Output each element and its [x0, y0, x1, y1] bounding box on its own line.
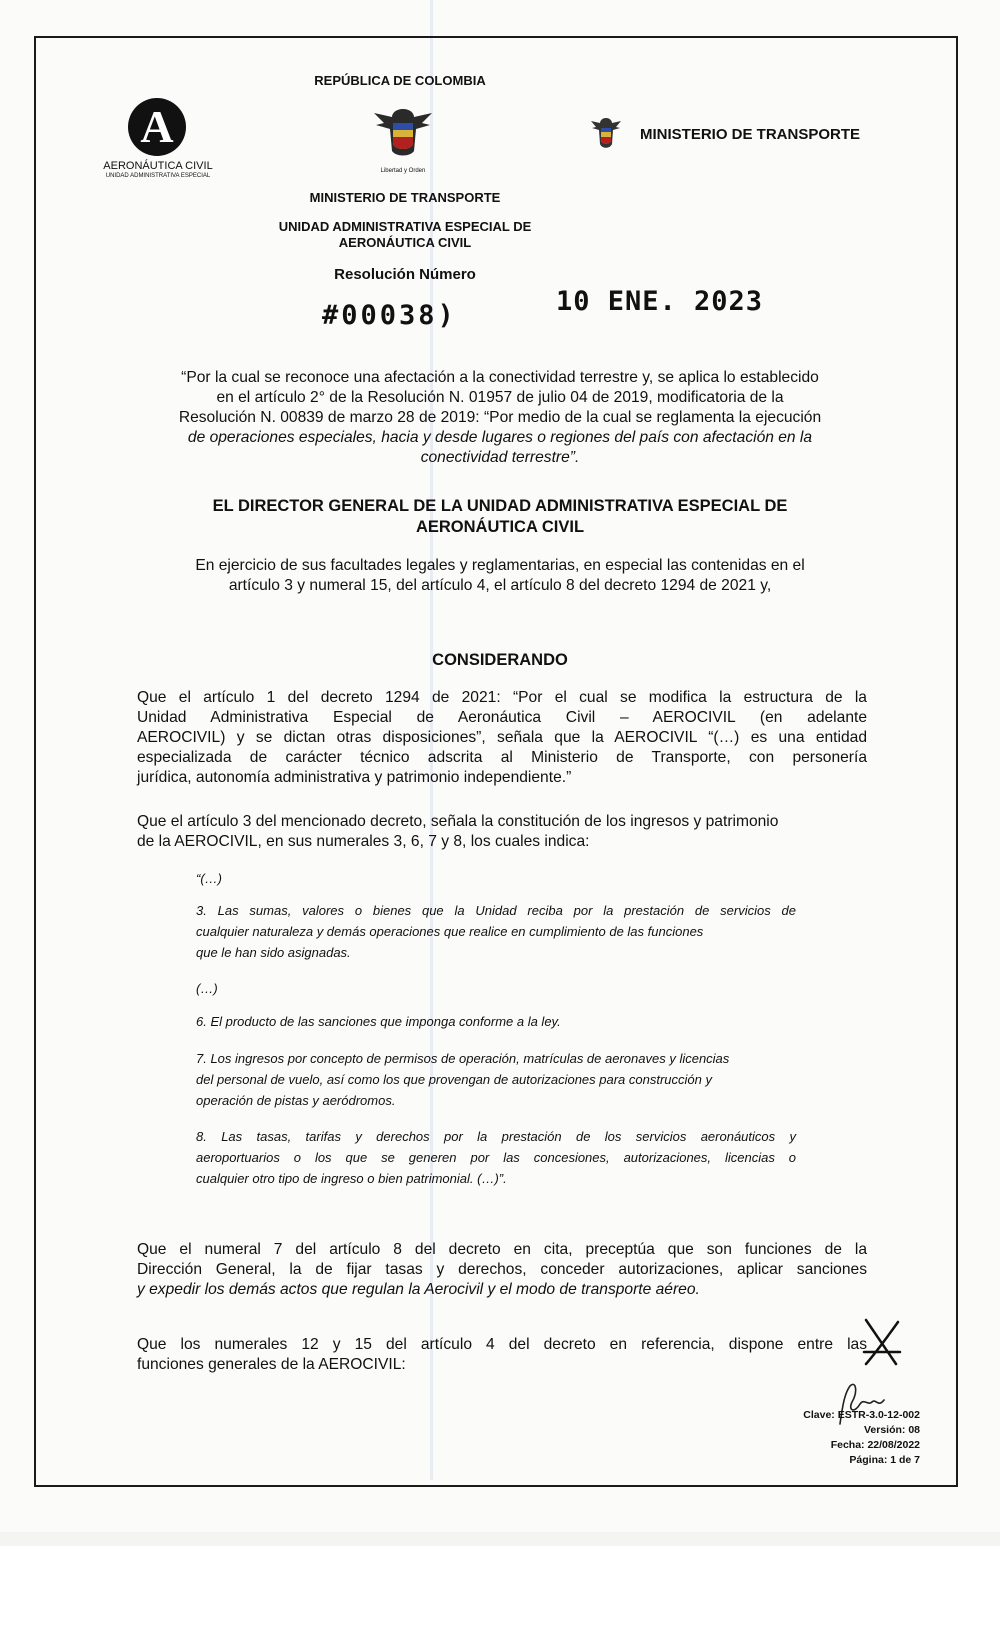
- paragraph-line: Que el artículo 3 del mencionado decreto, señala la constitución de los ingresos y patrimonio: [137, 813, 779, 830]
- faculties-paragraph: [130, 556, 870, 596]
- unit-heading-line2: AERONÁUTICA CIVIL: [338, 235, 472, 250]
- colombia-coat-of-arms: [370, 105, 436, 175]
- resolution-label: Resolución Número: [334, 266, 476, 283]
- intro-line: “Por la cual se reconoce una afectación a la conectividad terrestre y, se aplica lo establecido: [181, 369, 819, 386]
- paragraph-4: [137, 1335, 867, 1375]
- quote-line: 3. Las sumas, valores o bienes que la Unidad reciba por la prestación de servicios de: [196, 903, 796, 918]
- director-heading-line: EL DIRECTOR GENERAL DE LA UNIDAD ADMINISTRATIVA ESPECIAL DE: [212, 497, 788, 515]
- quote-line: cualquier naturaleza y demás operaciones que realice en cumplimiento de las funciones: [196, 924, 704, 939]
- republic-heading: REPÚBLICA DE COLOMBIA: [314, 73, 486, 88]
- document-footer: [720, 1408, 920, 1468]
- quote-item-7: [196, 1048, 796, 1111]
- ministry-heading: MINISTERIO DE TRANSPORTE: [309, 190, 501, 205]
- paragraph-line: Dirección General, la de fijar tasas y derechos, conceder autorizaciones, aplicar sanciones: [137, 1261, 867, 1278]
- faculties-line: artículo 3 y numeral 15, del artículo 4, el artículo 8 del decreto 1294 de 2021 y,: [228, 577, 772, 594]
- intro-line: conectividad terrestre”.: [420, 449, 580, 466]
- footer-clave: Clave: ESTR-3.0-12-002: [803, 1409, 920, 1421]
- quote-line: 7. Los ingresos por concepto de permisos de operación, matrículas de aeronaves y licencias: [196, 1051, 730, 1066]
- quote-item-3: [196, 900, 796, 963]
- initials-mark-icon: [860, 1312, 904, 1372]
- quote-open: “(…): [196, 871, 222, 886]
- aerocivil-logo-text: AERONÁUTICA CIVIL: [103, 160, 213, 172]
- paragraph-2: [137, 812, 867, 852]
- paragraph-line: y expedir los demás actos que regulan la Aerocivil y el modo de transporte aéreo.: [137, 1281, 700, 1298]
- footer-fecha: Fecha: 22/08/2022: [830, 1439, 920, 1451]
- footer-version: Versión: 08: [863, 1424, 920, 1436]
- unit-heading-line1: UNIDAD ADMINISTRATIVA ESPECIAL DE: [278, 219, 532, 234]
- quote-line: operación de pistas y aeródromos.: [196, 1093, 396, 1108]
- paragraph-line: Que los numerales 12 y 15 del artículo 4 del decreto en referencia, dispone entre las: [137, 1336, 867, 1353]
- resolution-number-stamp: #00038): [322, 300, 457, 331]
- paragraph-line: AEROCIVIL) y se dictan otras disposiciones”, señala que la AEROCIVIL “(…) es una entidad: [137, 729, 867, 746]
- paragraph-line: funciones generales de la AEROCIVIL:: [137, 1356, 406, 1373]
- paragraph-line: Que el artículo 1 del decreto 1294 de 2021: “Por el cual se modifica la estructura de la: [137, 689, 867, 706]
- paragraph-line: Que el numeral 7 del artículo 8 del decreto en cita, preceptúa que son funciones de la: [137, 1241, 867, 1258]
- paragraph-1: [137, 688, 867, 788]
- aerocivil-logo: [98, 98, 218, 188]
- intro-line: de operaciones especiales, hacia y desde lugares o regiones del país con afectación en la: [187, 429, 813, 446]
- condor-shield-icon: [370, 105, 436, 161]
- quote-item-6: 6. El producto de las sanciones que imponga conforme a la ley.: [196, 1014, 561, 1029]
- director-heading: [130, 496, 870, 538]
- intro-line: en el artículo 2° de la Resolución N. 01957 de julio 04 de 2019, modificatoria de la: [216, 389, 784, 406]
- paragraph-line: jurídica, autonomía administrativa y patrimonio independiente.”: [137, 769, 572, 786]
- faculties-line: En ejercicio de sus facultades legales y reglamentarias, en especial las contenidas en el: [195, 557, 805, 574]
- aerocivil-a-icon: A: [128, 98, 186, 156]
- paragraph-3: [137, 1240, 867, 1300]
- shield-motto: Libertad y Orden: [380, 168, 426, 174]
- quote-item-8: [196, 1126, 796, 1189]
- quote-line: que le han sido asignadas.: [196, 945, 351, 960]
- quote-ellipsis: (…): [196, 981, 218, 996]
- considerando-heading: CONSIDERANDO: [432, 651, 568, 669]
- quote-line: del personal de vuelo, así como los que provengan de autorizaciones para construcción y: [196, 1072, 712, 1087]
- footer-pagina: Página: 1 de 7: [849, 1454, 920, 1466]
- paragraph-line: de la AEROCIVIL, en sus numerales 3, 6, 7 y 8, los cuales indica:: [137, 833, 590, 850]
- ministry-right-heading: MINISTERIO DE TRANSPORTE: [640, 126, 861, 143]
- quote-line: cualquier otro tipo de ingreso o bien patrimonial. (…)”.: [196, 1171, 507, 1186]
- intro-paragraph: [130, 368, 870, 468]
- paragraph-line: Unidad Administrativa Especial de Aeronáutica Civil – AEROCIVIL (en adelante: [137, 709, 867, 726]
- quote-line: 8. Las tasas, tarifas y derechos por la prestación de los servicios aeronáuticos y: [196, 1129, 796, 1144]
- director-heading-line: AERONÁUTICA CIVIL: [415, 518, 585, 536]
- intro-line: Resolución N. 00839 de marzo 28 de 2019: “Por medio de la cual se reglamenta la ejecución: [178, 409, 822, 426]
- paragraph-line: especializada de carácter técnico adscrita al Ministerio de Transporte, con personería: [137, 749, 867, 766]
- ministry-shield-icon: [590, 116, 622, 152]
- quote-line: aeroportuarios o los que se generen por las concesiones, autorizaciones, licencias o: [196, 1150, 796, 1165]
- resolution-date-stamp: 10 ENE. 2023: [556, 286, 764, 317]
- aerocivil-logo-subtext: UNIDAD ADMINISTRATIVA ESPECIAL: [105, 173, 211, 179]
